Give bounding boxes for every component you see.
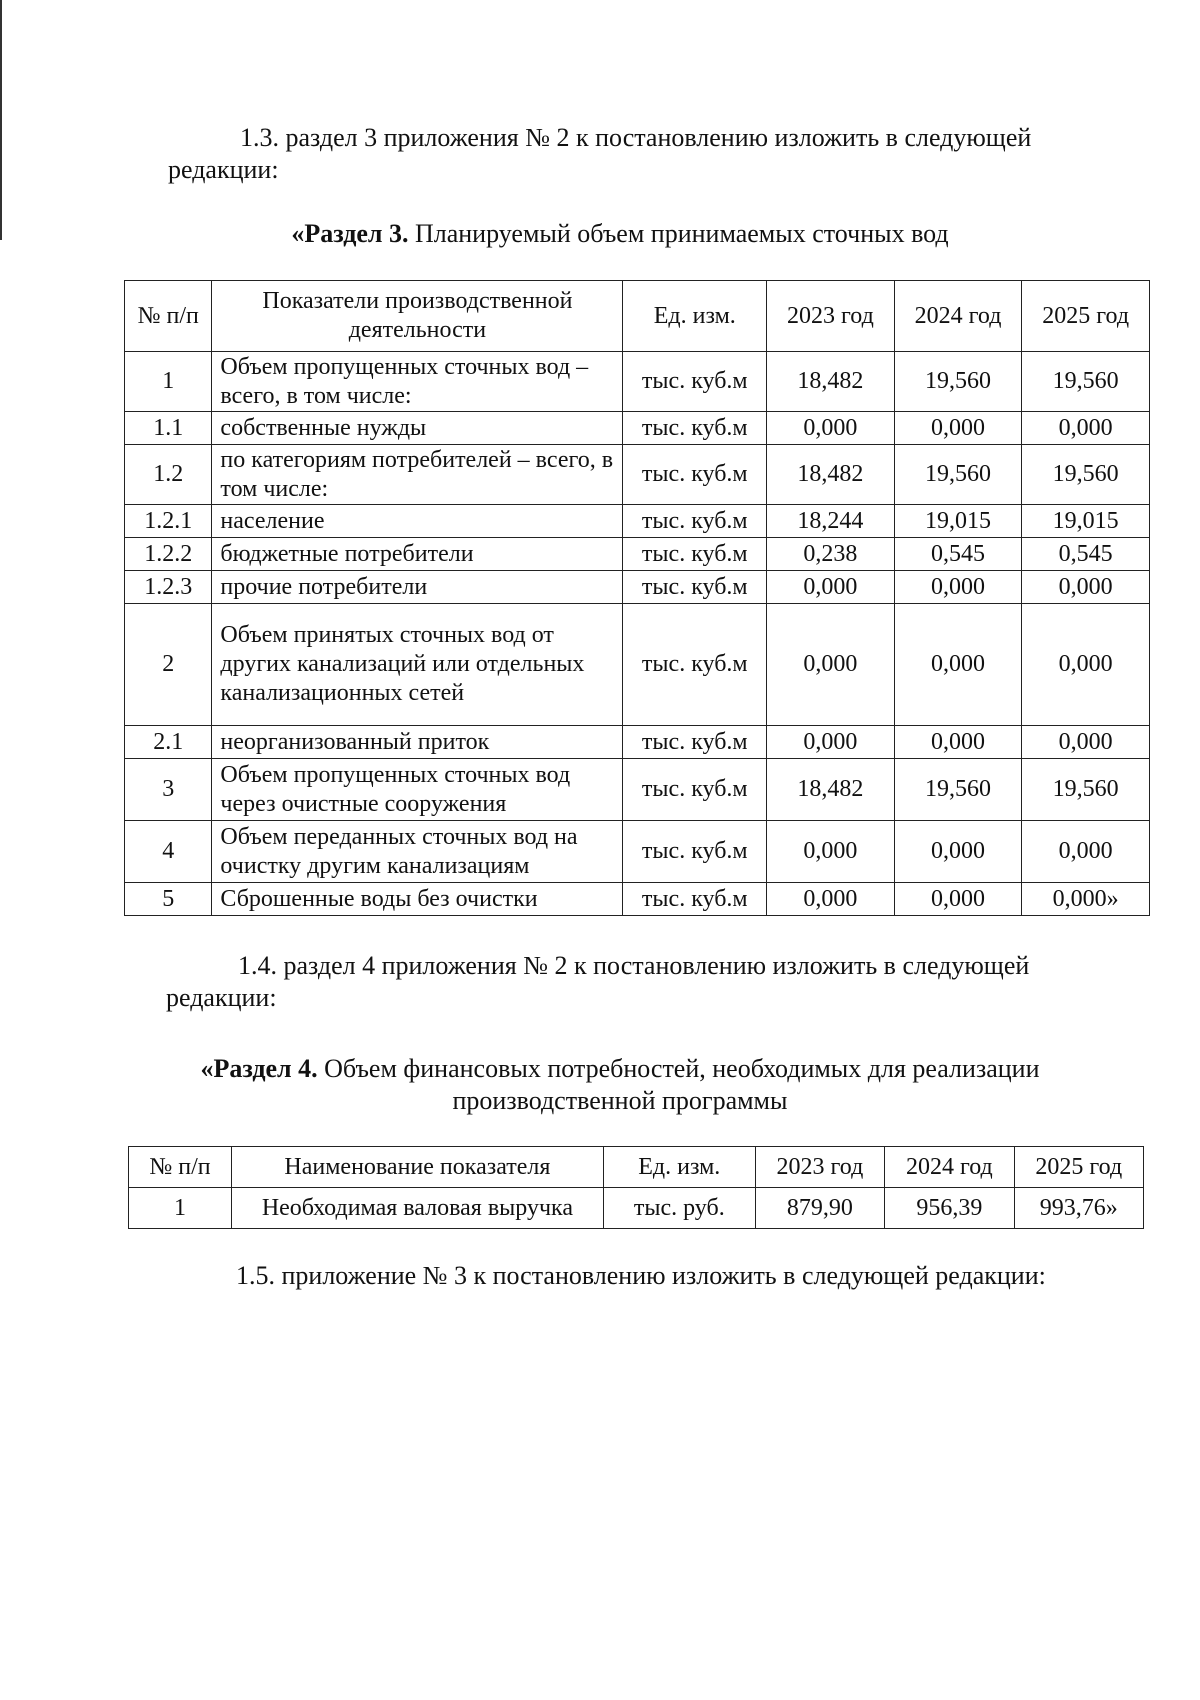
row-2023: 18,482 — [767, 352, 895, 412]
row-2025: 19,560 — [1022, 445, 1150, 505]
row-name: Объем переданных сточных вод на очистку другим канализациям — [212, 821, 623, 883]
row-num: 1 — [125, 352, 212, 412]
section-4-title — [120, 1053, 1120, 1117]
section-4-title-bold: «Раздел 4. — [200, 1054, 318, 1083]
row-2023: 0,000 — [767, 412, 895, 445]
row-num: 1.2.3 — [125, 571, 212, 604]
row-unit: тыс. куб.м — [623, 821, 767, 883]
row-unit: тыс. куб.м — [623, 726, 767, 759]
row-name: неорганизованный приток — [212, 726, 623, 759]
row-unit: тыс. руб. — [603, 1188, 755, 1229]
row-2024: 0,000 — [894, 821, 1022, 883]
row-unit: тыс. куб.м — [623, 445, 767, 505]
header-indicator-name: Наименование показателя — [231, 1147, 603, 1188]
row-2023: 0,000 — [767, 726, 895, 759]
row-2025: 0,000 — [1022, 726, 1150, 759]
row-name: Необходимая валовая выручка — [231, 1188, 603, 1229]
row-name: Объем пропущенных сточных вод через очистные сооружения — [212, 759, 623, 821]
row-num: 2.1 — [125, 726, 212, 759]
row-2023: 0,000 — [767, 883, 895, 916]
table-row — [125, 445, 1150, 505]
row-num: 1.2 — [125, 445, 212, 505]
row-unit: тыс. куб.м — [623, 759, 767, 821]
row-num: 1.2.2 — [125, 538, 212, 571]
row-num: 1 — [129, 1188, 232, 1229]
header-num: № п/п — [129, 1147, 232, 1188]
row-2024: 956,39 — [885, 1188, 1014, 1229]
table-row — [125, 759, 1150, 821]
row-name: по категориям потребителей – всего, в том числе: — [212, 445, 623, 505]
section-3-title-text: Планируемый объем принимаемых сточных вод — [408, 219, 949, 248]
row-unit: тыс. куб.м — [623, 538, 767, 571]
row-name: Объем пропущенных сточных вод – всего, в том числе: — [212, 352, 623, 412]
table-row — [125, 726, 1150, 759]
paragraph-1-4: 1.4. раздел 4 приложения № 2 к постановлению изложить в следующей редакции: — [166, 951, 1030, 1012]
row-name: собственные нужды — [212, 412, 623, 445]
row-2024: 0,545 — [894, 538, 1022, 571]
row-unit: тыс. куб.м — [623, 883, 767, 916]
row-name: Объем принятых сточных вод от других канализаций или отдельных канализационных сетей — [212, 604, 623, 726]
row-2025: 0,000 — [1022, 571, 1150, 604]
row-2023: 0,000 — [767, 571, 895, 604]
row-2025: 0,000 — [1022, 412, 1150, 445]
section-3-title-bold: «Раздел 3. — [291, 219, 409, 248]
row-2023: 879,90 — [755, 1188, 884, 1229]
row-2025: 993,76» — [1014, 1188, 1143, 1229]
table-row — [125, 538, 1150, 571]
row-2023: 18,244 — [767, 505, 895, 538]
section-3-table — [124, 280, 1150, 916]
row-name: Сброшенные воды без очистки — [212, 883, 623, 916]
paragraph-1-3: 1.3. раздел 3 приложения № 2 к постановлению изложить в следующей редакции: — [168, 123, 1032, 184]
row-num: 5 — [125, 883, 212, 916]
row-2024: 19,560 — [894, 445, 1022, 505]
row-num: 4 — [125, 821, 212, 883]
paragraph-1-5: 1.5. приложение № 3 к постановлению изложить в следующей редакции: — [236, 1261, 1046, 1290]
table-row — [125, 571, 1150, 604]
row-2024: 19,560 — [894, 352, 1022, 412]
row-2023: 0,000 — [767, 821, 895, 883]
row-2025: 0,000» — [1022, 883, 1150, 916]
table-header-row — [125, 281, 1150, 352]
row-name: прочие потребители — [212, 571, 623, 604]
table-row — [125, 352, 1150, 412]
row-name: бюджетные потребители — [212, 538, 623, 571]
row-2024: 19,560 — [894, 759, 1022, 821]
row-unit: тыс. куб.м — [623, 352, 767, 412]
header-unit: Ед. изм. — [603, 1147, 755, 1188]
table-row — [125, 412, 1150, 445]
table-row — [125, 883, 1150, 916]
header-num: № п/п — [125, 281, 212, 352]
header-unit: Ед. изм. — [623, 281, 767, 352]
table-header-row — [129, 1147, 1144, 1188]
row-unit: тыс. куб.м — [623, 604, 767, 726]
section-4-title-text: Объем финансовых потребностей, необходимых для реализации производственной программы — [317, 1054, 1040, 1115]
header-2023: 2023 год — [767, 281, 895, 352]
row-2024: 0,000 — [894, 604, 1022, 726]
row-2025: 19,015 — [1022, 505, 1150, 538]
header-2023: 2023 год — [755, 1147, 884, 1188]
row-2025: 0,545 — [1022, 538, 1150, 571]
row-num: 2 — [125, 604, 212, 726]
row-2024: 0,000 — [894, 726, 1022, 759]
row-2024: 19,015 — [894, 505, 1022, 538]
scan-edge-line — [0, 0, 2, 240]
row-2025: 19,560 — [1022, 352, 1150, 412]
row-unit: тыс. куб.м — [623, 571, 767, 604]
row-2025: 19,560 — [1022, 759, 1150, 821]
row-2024: 0,000 — [894, 412, 1022, 445]
row-num: 1.1 — [125, 412, 212, 445]
row-2023: 18,482 — [767, 445, 895, 505]
section-3-title — [120, 218, 1120, 250]
header-2024: 2024 год — [894, 281, 1022, 352]
row-unit: тыс. куб.м — [623, 412, 767, 445]
row-2024: 0,000 — [894, 571, 1022, 604]
row-num: 1.2.1 — [125, 505, 212, 538]
row-2023: 0,000 — [767, 604, 895, 726]
row-2024: 0,000 — [894, 883, 1022, 916]
row-2023: 18,482 — [767, 759, 895, 821]
header-2025: 2025 год — [1014, 1147, 1143, 1188]
row-2025: 0,000 — [1022, 821, 1150, 883]
row-unit: тыс. куб.м — [623, 505, 767, 538]
row-2025: 0,000 — [1022, 604, 1150, 726]
header-indicator: Показатели производственной деятельности — [212, 281, 623, 352]
table-row — [125, 604, 1150, 726]
header-2025: 2025 год — [1022, 281, 1150, 352]
row-num: 3 — [125, 759, 212, 821]
table-row — [129, 1188, 1144, 1229]
section-4-table — [128, 1146, 1144, 1229]
table-row — [125, 505, 1150, 538]
row-2023: 0,238 — [767, 538, 895, 571]
row-name: население — [212, 505, 623, 538]
header-2024: 2024 год — [885, 1147, 1014, 1188]
table-row — [125, 821, 1150, 883]
